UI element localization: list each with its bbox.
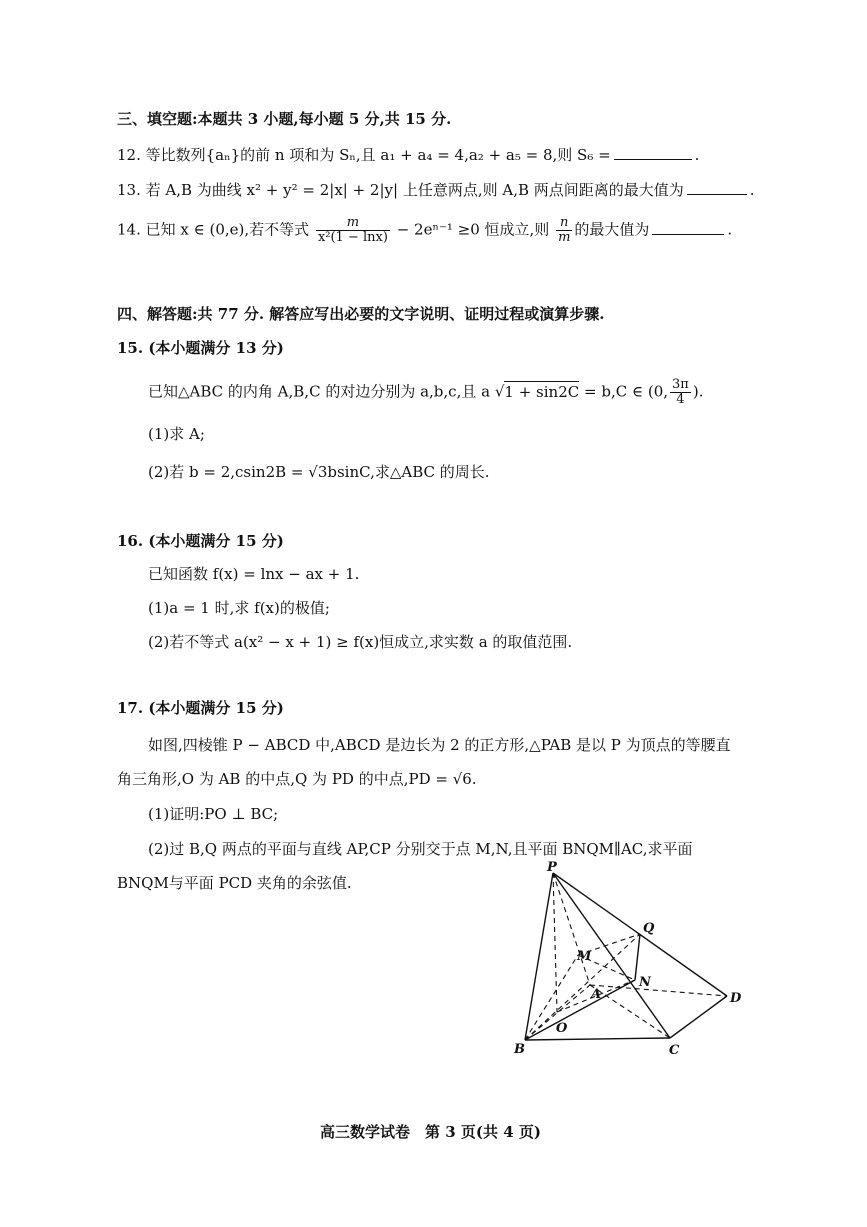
q14-frac2-den: m [558,230,571,245]
q15-stem-mid: = b,C ∈ (0, [584,382,669,401]
edge-BM [525,955,578,1040]
q13-end: . [749,181,755,199]
q16-part2: (2)若不等式 a(x² − x + 1) ≥ f(x)恒成立,求实数 a 的取值范围. [148,633,573,651]
edge-PC [553,873,670,1038]
q15-sqrt-body: 1 + sin2C [504,382,580,401]
q17-title: 17. (本小题满分 15 分) [117,699,284,717]
q14-fraction-2 [556,216,572,245]
q17-stem-line2: 角三角形,O 为 AB 的中点,Q 为 PD 的中点,PD = √6. [117,770,477,788]
q14-post: 的最大值为 [574,220,650,239]
q16-title: 16. (本小题满分 15 分) [117,532,284,550]
question-13 [117,178,755,201]
edge-CD [670,996,727,1038]
question-12 [117,143,699,166]
edge-BC [525,1038,670,1040]
q15-stem [148,378,703,407]
q14-answer-blank [652,218,724,235]
q15-title: 15. (本小题满分 13 分) [117,339,284,357]
label-A: A [591,987,602,1002]
label-N: N [639,975,651,990]
label-O: O [556,1021,568,1036]
label-M: M [577,949,592,964]
q17-part2-line2: BNQM与平面 PCD 夹角的余弦值. [117,874,352,892]
q17-part1: (1)证明:PO ⊥ BC; [148,805,279,823]
q15-fraction [670,378,691,407]
q12-text: 12. 等比数列{aₙ}的前 n 项和为 Sₙ,且 a₁ + a₄ = 4,a₂ + a₅ = 8,则 S₆ = [117,146,611,164]
q15-frac-num: 3π [672,377,689,392]
q15-part2: (2)若 b = 2,csin2B = √3bsinC,求△ABC 的周长. [148,463,490,481]
question-14 [117,216,732,245]
page-footer: 高三数学试卷 第 3 页(共 4 页) [320,1123,541,1141]
q12-end: . [694,146,700,164]
q14-mid: − 2eⁿ⁻¹ ≥0 恒成立,则 [396,220,550,239]
sqrt-sign: √ [494,382,505,401]
label-D: D [730,991,742,1006]
edge-PA [553,873,590,985]
q13-answer-blank [687,178,747,195]
label-C: C [669,1043,680,1058]
q14-frac2-num: n [556,216,572,231]
q13-text: 13. 若 A,B 为曲线 x² + y² = 2|x| + 2|y| 上任意两点,则 A,B 两点间距离的最大值为 [117,181,684,199]
q15-part1: (1)求 A; [148,425,205,443]
edge-NQ [635,934,640,980]
q12-answer-blank [614,143,692,160]
q14-frac1-num: m [316,216,390,231]
q14-end: . [727,220,733,239]
q17-stem-line1: 如图,四棱锥 P − ABCD 中,ABCD 是边长为 2 的正方形,△PAB 是以 P 为顶点的等腰直 [148,736,731,754]
q16-part1: (1)a = 1 时,求 f(x)的极值; [148,599,330,617]
q14-pre: 14. 已知 x ∈ (0,e),若不等式 [117,220,310,239]
pyramid-figure [505,860,755,1060]
label-P: P [547,860,557,875]
q15-stem-pre: 已知△ABC 的内角 A,B,C 的对边分别为 a,b,c,且 a [148,382,491,401]
q17-part2-line1: (2)过 B,Q 两点的平面与直线 AP,CP 分别交于点 M,N,且平面 BNQM∥AC,求平面 [148,840,693,858]
q16-stem: 已知函数 f(x) = lnx − ax + 1. [148,565,360,583]
q14-frac1-den: x²(1 − lnx) [317,230,388,245]
q15-stem-end: ). [692,382,704,401]
edge-PB [525,873,553,1040]
section3-heading: 三、填空题:本题共 3 小题,每小题 5 分,共 15 分. [117,110,452,128]
section4-heading: 四、解答题:共 77 分. 解答应写出必要的文字说明、证明过程或演算步骤. [117,305,605,323]
q14-fraction-1 [316,216,390,245]
label-B: B [514,1042,525,1057]
label-Q: Q [643,921,655,936]
q15-frac-den: 4 [676,392,685,407]
